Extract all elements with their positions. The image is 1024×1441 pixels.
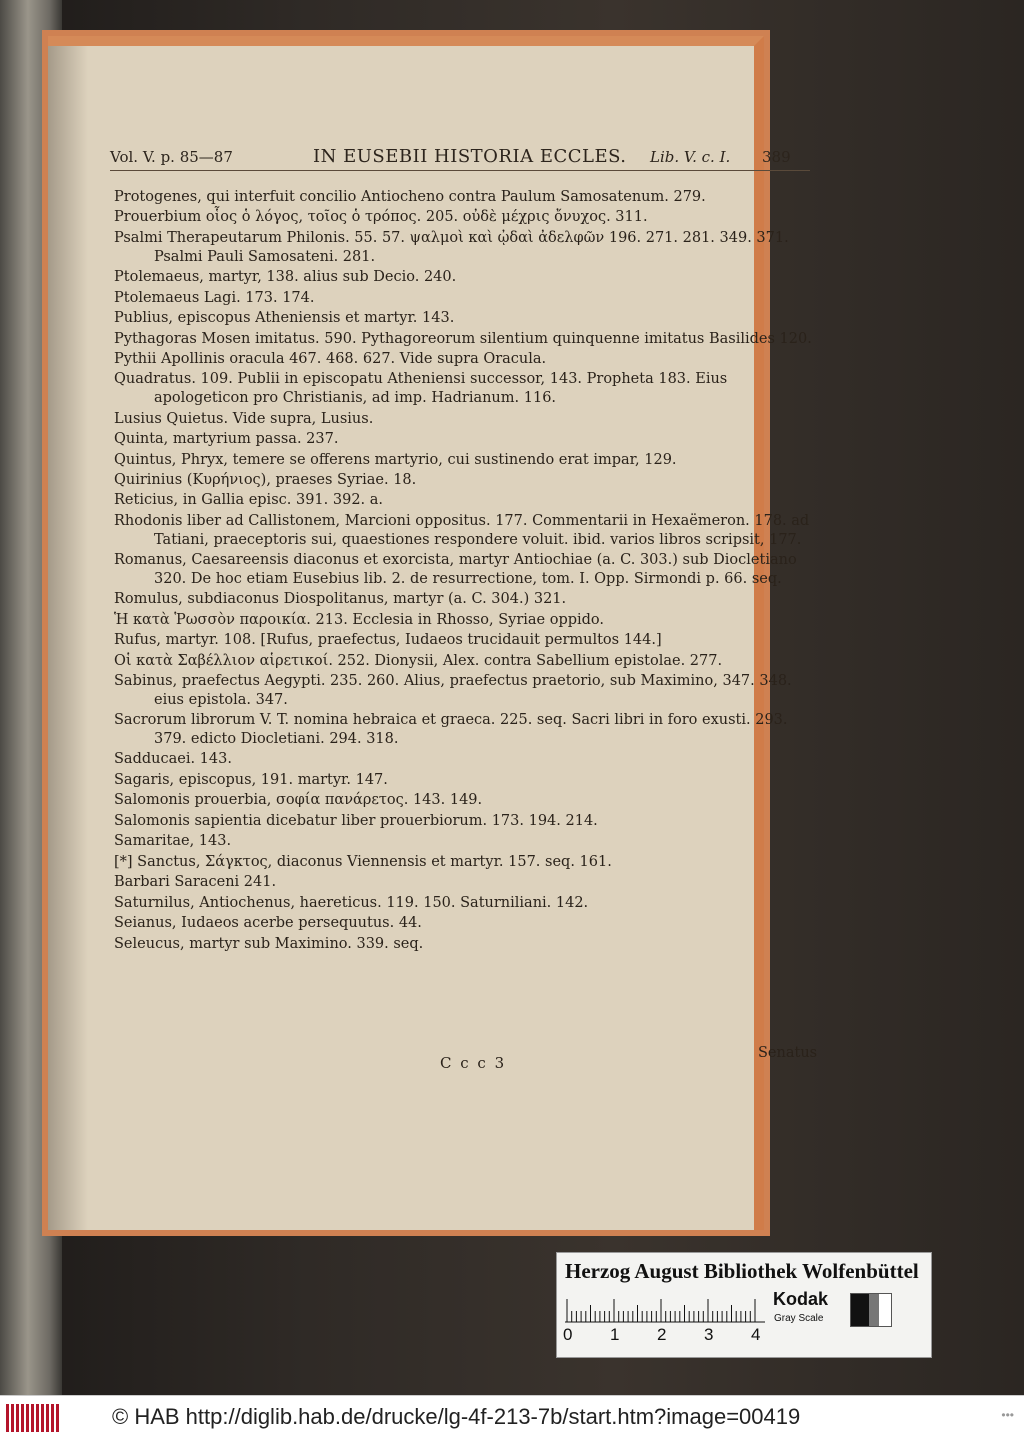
ruler-digit: 4 [751, 1325, 761, 1344]
index-entry: Rhodonis liber ad Callistonem, Marcioni oppositus. 177. Commentarii in Hexaëmeron. 178. ad Tatiani, praeceptoris sui, quaestiones respondere voluit. ibid. varios libros scripsit, 177. [114, 512, 810, 548]
index-entry: Pythagoras Mosen imitatus. 590. Pythagoreorum silentium quinquenne imitatus Basilides 120. [114, 330, 812, 347]
index-entry: Samaritae, 143. [114, 833, 232, 850]
footer-bar [0, 1395, 1024, 1441]
index-entry: Reticius, in Gallia episc. 391. 392. a. [114, 492, 384, 509]
index-entry: Ἡ κατὰ Ῥωσσὸν παροικία. 213. Ecclesia in Rhosso, Syriae oppido. [114, 611, 605, 628]
index-entry: Pythii Apollinis oracula 467. 468. 627. Vide supra Oracula. [114, 350, 547, 367]
index-entry: Sacrorum librorum V. T. nomina hebraica et graeca. 225. seq. Sacri libri in foro exusti. 293. 379. edicto Diocletiani. 294. 318. [114, 712, 788, 747]
running-head [110, 146, 810, 170]
ruler-digit: 3 [704, 1325, 714, 1344]
index-entry: Romanus, Caesareensis diaconus et exorcista, martyr Antiochiae (a. C. 303.) sub Diocletiano 320. De hoc etiam Eusebius lib. 2. de resurrectione, tom. I. Opp. Sirmondi p. 66. seq. [114, 552, 797, 587]
index-entry: Seleucus, martyr sub Maximino. 339. seq. [114, 935, 424, 952]
index-entry: Οἱ κατὰ Σαβέλλιον αἱρετικοί. 252. Dionysii, Alex. contra Sabellium epistolae. 277. [114, 652, 723, 669]
running-head-section: Lib. V. c. I. [650, 148, 731, 166]
library-label-title: Herzog August Bibliothek Wolfenbüttel [565, 1259, 919, 1283]
index-entry: Protogenes, qui interfuit concilio Antiocheno contra Paulum Samosatenum. 279. [114, 189, 706, 205]
index-entry: Lusius Quietus. Vide supra, Lusius. [114, 410, 374, 427]
running-head-title: IN EUSEBII HISTORIA ECCLES. [313, 146, 627, 167]
running-head-volume: Vol. V. p. 85—87 [110, 148, 233, 166]
ruler-digit: 1 [610, 1325, 620, 1344]
index-entry: Psalmi Therapeutarum Philonis. 55. 57. ψαλμοὶ καὶ ᾠδαὶ ἀδελφῶν 196. 271. 281. 349. 371. Psalmi Pauli Samosateni. 281. [114, 229, 789, 265]
running-head-rule [110, 170, 810, 171]
catchword: Senatus [758, 1045, 818, 1061]
index-entry: Salomonis sapientia dicebatur liber prouerbiorum. 173. 194. 214. [114, 812, 598, 829]
index-entry: Quadratus. 109. Publii in episcopatu Atheniensi successor, 143. Propheta 183. Eius apologeticon pro Christianis, ad imp. Hadrianum. 116. [114, 371, 728, 407]
index-entry: Sadducaei. 143. [114, 751, 232, 768]
index-entry: Saturnilus, Antiochenus, haereticus. 119. 150. Saturniliani. 142. [114, 894, 589, 911]
index-entry: Romulus, subdiaconus Diospolitanus, martyr (a. C. 304.) 321. [114, 591, 567, 608]
hab-logo-icon [6, 1404, 66, 1432]
library-label [556, 1252, 932, 1358]
index-entry: Ptolemaeus Lagi. 173. 174. [114, 289, 315, 306]
index-entry: Quirinius (Κυρήνιος), praeses Syriae. 18. [114, 472, 417, 488]
index-entry: Quinta, martyrium passa. 237. [114, 431, 339, 448]
index-entry: Quintus, Phryx, temere se offerens martyrio, cui sustinendo erat impar, 129. [114, 451, 677, 468]
index-entry: Prouerbium οἷος ὁ λόγος, τοῖος ὁ τρόπος. 205. οὐδὲ μέχρις ὄνυχος. 311. [114, 209, 648, 226]
index-entry: Barbari Saraceni 241. [114, 874, 277, 891]
index-entry: Sagaris, episcopus, 191. martyr. 147. [114, 771, 388, 788]
page-number: 389 [762, 148, 791, 166]
gray-scale-label: Gray Scale [774, 1313, 824, 1324]
copyright-link[interactable]: © HAB http://diglib.hab.de/drucke/lg-4f-213-7b/start.htm?image=00419 [112, 1404, 801, 1429]
kodak-logo: Kodak [773, 1289, 829, 1309]
index-entry: Publius, episcopus Atheniensis et martyr. 143. [114, 310, 455, 327]
ruler-digit: 0 [563, 1325, 573, 1344]
index-entry: Sabinus, praefectus Aegypti. 235. 260. Alius, praefectus praetorio, sub Maximino, 347. 348. eius epistola. 347. [114, 673, 792, 708]
index-entries [114, 188, 814, 955]
signature-mark: C c c 3 [440, 1054, 507, 1072]
index-entry: Seianus, Iudaeos acerbe persequutus. 44. [114, 915, 422, 932]
index-entry: [*] Sanctus, Σάγκτος, diaconus Viennensis et martyr. 157. seq. 161. [114, 853, 612, 870]
index-entry: Rufus, martyr. 108. [Rufus, praefectus, Iudaeos trucidauit permultos 144.] [114, 632, 662, 649]
index-entry: Ptolemaeus, martyr, 138. alius sub Decio. 240. [114, 269, 457, 286]
gray-scale-swatch [850, 1293, 892, 1327]
ruler-digit: 2 [657, 1325, 667, 1344]
ruler-icon [565, 1293, 765, 1323]
index-entry: Salomonis prouerbia, σοφία πανάρετος. 143. 149. [114, 792, 483, 809]
more-icon: ••• [1001, 1408, 1014, 1422]
